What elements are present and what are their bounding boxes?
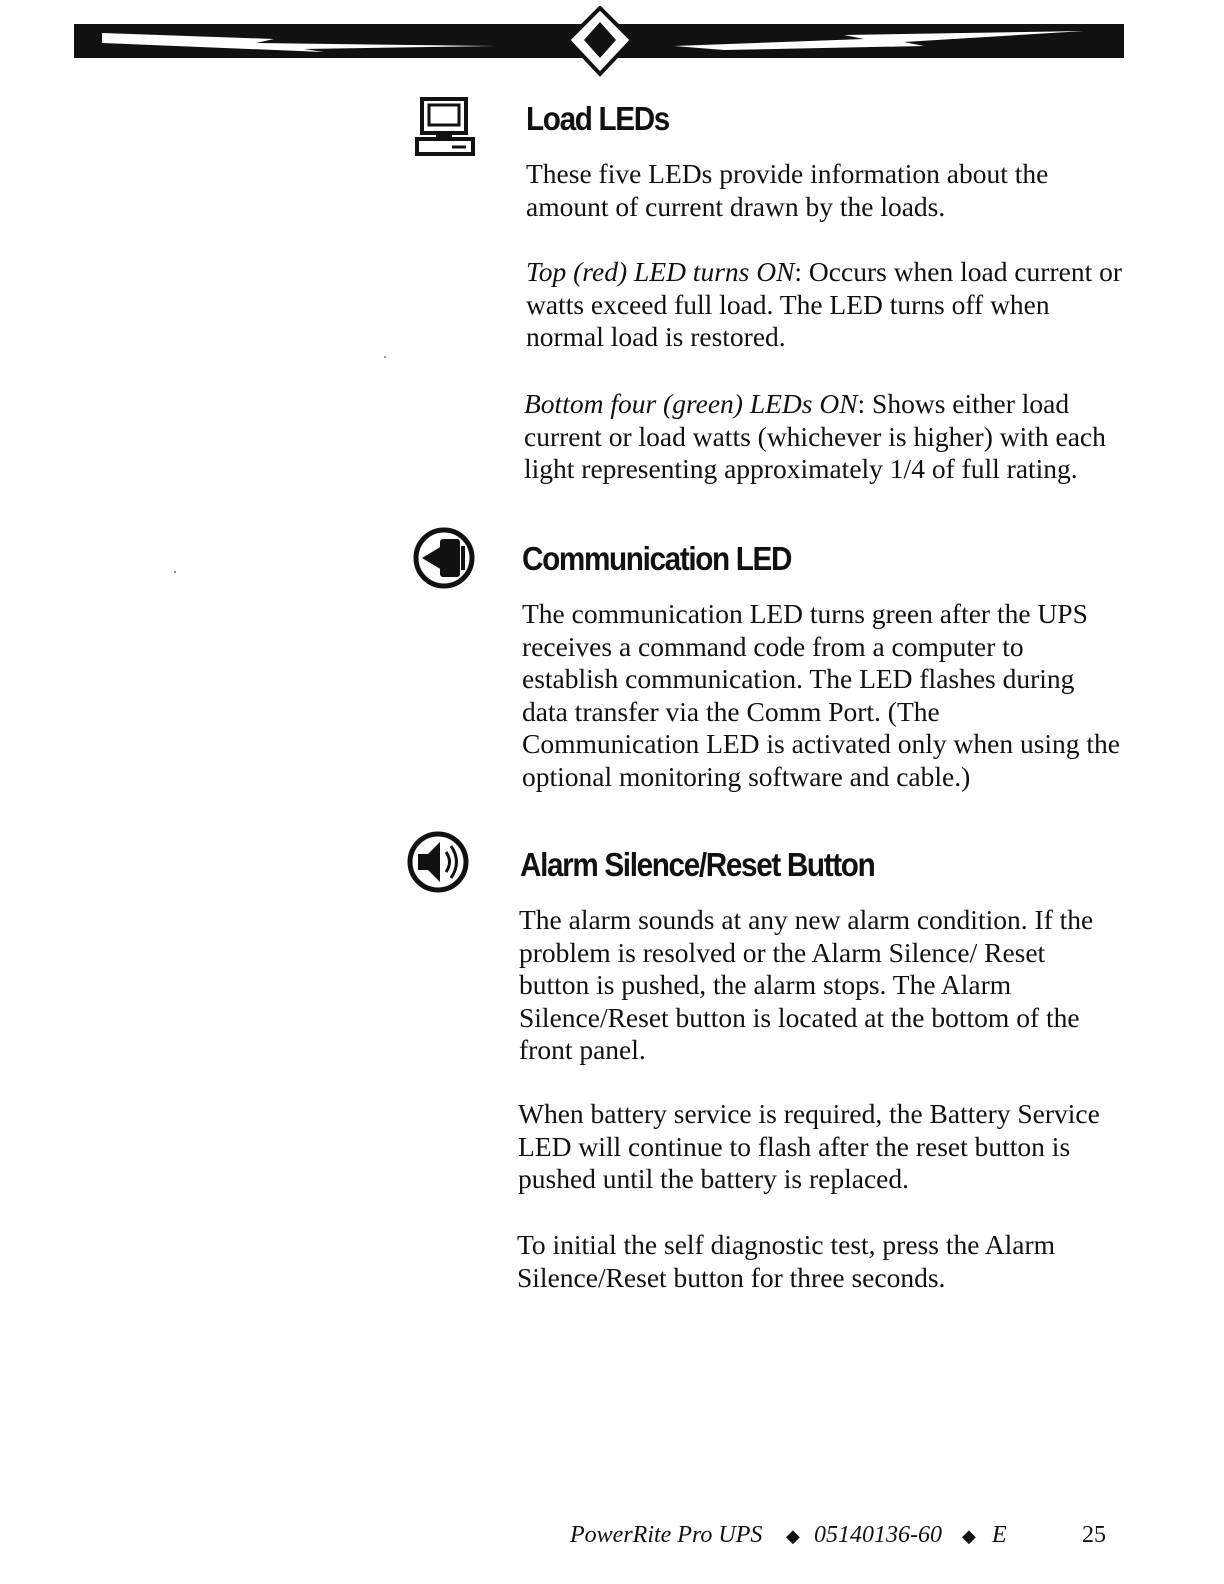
speaker-sound-icon	[406, 830, 470, 894]
connector-plug-icon	[412, 526, 476, 590]
top-banner	[74, 6, 1124, 78]
page-number: 25	[1082, 1522, 1106, 1548]
paragraph-lead: Top (red) LED turns ON	[526, 256, 795, 287]
page-footer	[568, 1522, 1128, 1562]
section-title: Load LEDs	[526, 100, 669, 137]
paragraph: The alarm sounds at any new alarm condition. If the problem is resolved or the Alarm Silence/ Reset button is pushed, the alarm stops. The Alarm Silence/Reset button is located at the bottom of the front panel.	[519, 904, 1094, 1065]
footer-diamond-icon: ◆	[962, 1526, 976, 1546]
scan-speck	[384, 356, 386, 358]
paragraph: When battery service is required, the Battery Service LED will continue to flash after the reset button is pushed until the battery is replaced.	[518, 1098, 1100, 1194]
diamond-emblem-icon	[568, 8, 632, 74]
paragraph-lead: Bottom four (green) LEDs ON	[524, 388, 858, 419]
paragraph: Bottom four (green) LEDs ON: Shows either load current or load watts (whichever is higher) with each light representing approximately 1/4 of full rating.	[524, 388, 1106, 484]
footer-diamond-icon: ◆	[786, 1526, 800, 1546]
footer-part-number: 05140136-60	[814, 1522, 942, 1548]
section-title: Communication LED	[522, 540, 792, 577]
paragraph: The communication LED turns green after the UPS receives a command code from a computer to establish communication. The LED flashes during data transfer via the Comm Port. (The Communication LED is activated only when using the optional monitoring software and cable.)	[522, 598, 1121, 792]
scan-speck	[174, 571, 176, 573]
paragraph: Top (red) LED turns ON: Occurs when load current or watts exceed full load. The LED turns off when normal load is restored.	[526, 256, 1123, 352]
paragraph: These five LEDs provide information about the amount of current drawn by the loads.	[526, 158, 1049, 222]
footer-product: PowerRite Pro UPS	[570, 1522, 763, 1548]
section-title: Alarm Silence/Reset Button	[520, 846, 875, 883]
footer-language: E	[992, 1522, 1007, 1548]
paragraph: To initial the self diagnostic test, press the Alarm Silence/Reset button for three seconds.	[517, 1229, 1056, 1293]
computer-monitor-icon	[414, 96, 476, 158]
